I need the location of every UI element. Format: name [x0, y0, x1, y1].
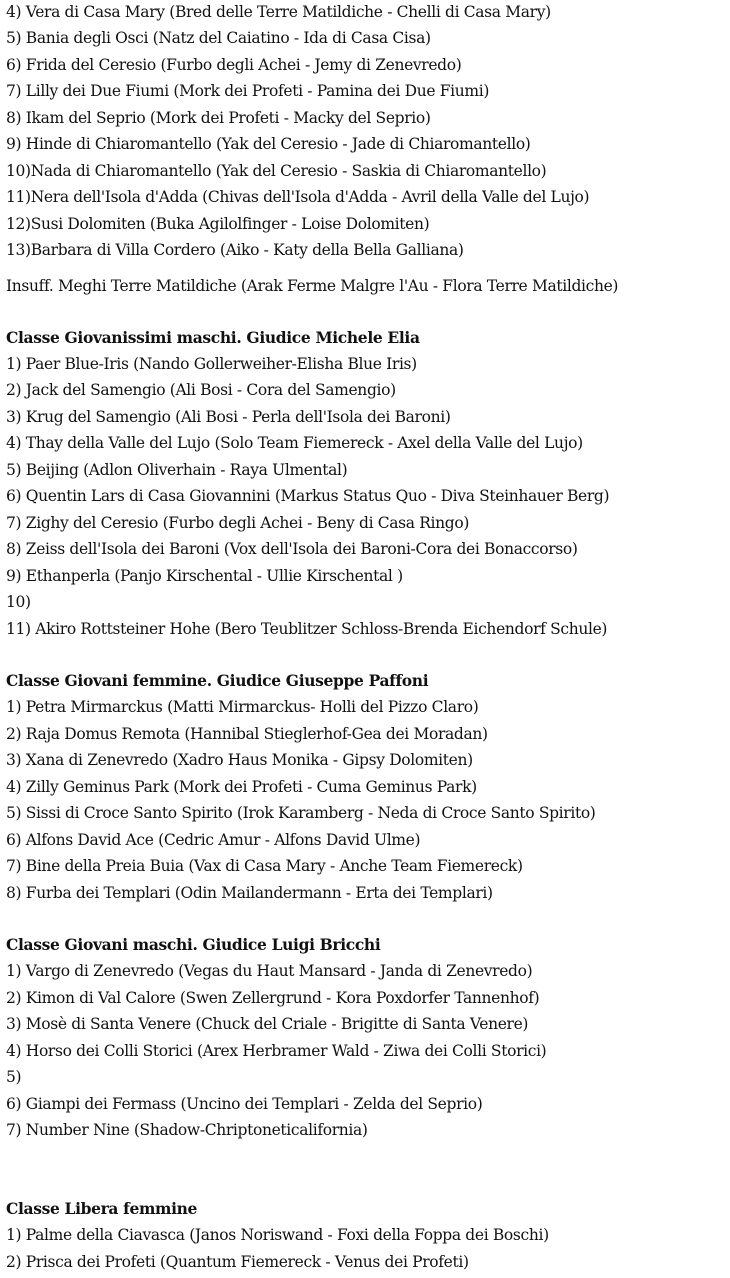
result-entry: 4) Horso dei Colli Storici (Arex Herbramer Wald - Ziwa dei Colli Storici): [6, 1042, 547, 1060]
result-entry: 1) Paer Blue-Iris (Nando Gollerweiher-Elisha Blue Iris): [6, 355, 417, 373]
result-entry: 6) Alfons David Ace (Cedric Amur - Alfons David Ulme): [6, 831, 421, 849]
result-entry: 1) Palme della Ciavasca (Janos Noriswand - Foxi della Foppa dei Boschi): [6, 1226, 549, 1244]
result-entry: 10): [6, 593, 31, 611]
result-entry: 3) Xana di Zenevredo (Xadro Haus Monika - Gipsy Dolomiten): [6, 751, 473, 769]
result-entry: 7) Zighy del Ceresio (Furbo degli Achei - Beny di Casa Ringo): [6, 514, 470, 532]
result-entry: 8) Zeiss dell'Isola dei Baroni (Vox dell'Isola dei Baroni-Cora dei Bonaccorso): [6, 540, 578, 558]
result-entry: 5) Bania degli Osci (Natz del Caiatino - Ida di Casa Cisa): [6, 29, 431, 47]
result-entry: 3) Mosè di Santa Venere (Chuck del Criale - Brigitte di Santa Venere): [6, 1015, 529, 1033]
class-heading: Classe Libera femmine: [6, 1199, 198, 1218]
result-entry: 6) Frida del Ceresio (Furbo degli Achei - Jemy di Zenevredo): [6, 56, 462, 74]
result-entry: 2) Raja Domus Remota (Hannibal Stieglerhof-Gea dei Moradan): [6, 725, 488, 743]
result-entry: 1) Petra Mirmarckus (Matti Mirmarckus- Holli del Pizzo Claro): [6, 698, 479, 716]
result-entry-insufficient: Insuff. Meghi Terre Matildiche (Arak Ferme Malgre l'Au - Flora Terre Matildiche): [6, 277, 619, 295]
result-entry: 7) Bine della Preia Buia (Vax di Casa Mary - Anche Team Fiemereck): [6, 857, 523, 875]
result-entry: 6) Quentin Lars di Casa Giovannini (Markus Status Quo - Diva Steinhauer Berg): [6, 487, 610, 505]
result-entry: 4) Zilly Geminus Park (Mork dei Profeti - Cuma Geminus Park): [6, 778, 477, 796]
result-entry: 4) Thay della Valle del Lujo (Solo Team Fiemereck - Axel della Valle del Lujo): [6, 434, 583, 452]
result-entry: 8) Furba dei Templari (Odin Mailandermann - Erta dei Templari): [6, 884, 493, 902]
result-entry: 8) Ikam del Seprio (Mork dei Profeti - Macky del Seprio): [6, 109, 431, 127]
result-entry: 2) Jack del Samengio (Ali Bosi - Cora del Samengio): [6, 381, 396, 399]
result-entry: 13)Barbara di Villa Cordero (Aiko - Katy della Bella Galliana): [6, 241, 464, 259]
class-heading: Classe Giovani maschi. Giudice Luigi Bricchi: [6, 935, 381, 954]
result-entry: 5): [6, 1068, 22, 1086]
result-entry: 6) Giampi dei Fermass (Uncino dei Templari - Zelda del Seprio): [6, 1095, 483, 1113]
result-entry: 7) Lilly dei Due Fiumi (Mork dei Profeti - Pamina dei Due Fiumi): [6, 82, 490, 100]
result-entry: 11) Akiro Rottsteiner Hohe (Bero Teublitzer Schloss-Brenda Eichendorf Schule): [6, 620, 608, 638]
result-entry: 3) Krug del Samengio (Ali Bosi - Perla dell'Isola dei Baroni): [6, 408, 451, 426]
result-entry: 4) Vera di Casa Mary (Bred delle Terre Matildiche - Chelli di Casa Mary): [6, 3, 551, 21]
result-entry: 12)Susi Dolomiten (Buka Agilolfinger - Loise Dolomiten): [6, 215, 430, 233]
class-heading: Classe Giovani femmine. Giudice Giuseppe Paffoni: [6, 671, 429, 690]
result-entry: 10)Nada di Chiaromantello (Yak del Ceresio - Saskia di Chiaromantello): [6, 162, 547, 180]
result-entry: 9) Ethanperla (Panjo Kirschental - Ullie Kirschental ): [6, 567, 403, 585]
result-entry: 2) Kimon di Val Calore (Swen Zellergrund - Kora Poxdorfer Tannenhof): [6, 989, 540, 1007]
result-entry: 2) Prisca dei Profeti (Quantum Fiemereck - Venus dei Profeti): [6, 1253, 469, 1271]
result-entry: 1) Vargo di Zenevredo (Vegas du Haut Mansard - Janda di Zenevredo): [6, 962, 533, 980]
result-entry: 9) Hinde di Chiaromantello (Yak del Ceresio - Jade di Chiaromantello): [6, 135, 531, 153]
result-entry: 5) Beijing (Adlon Oliverhain - Raya Ulmental): [6, 461, 348, 479]
result-entry: 11)Nera dell'Isola d'Adda (Chivas dell'Isola d'Adda - Avril della Valle del Lujo): [6, 188, 590, 206]
result-entry: 5) Sissi di Croce Santo Spirito (Irok Karamberg - Neda di Croce Santo Spirito): [6, 804, 596, 822]
class-heading: Classe Giovanissimi maschi. Giudice Michele Elia: [6, 328, 420, 347]
result-entry: 7) Number Nine (Shadow-Chriptoneticalifornia): [6, 1121, 368, 1139]
